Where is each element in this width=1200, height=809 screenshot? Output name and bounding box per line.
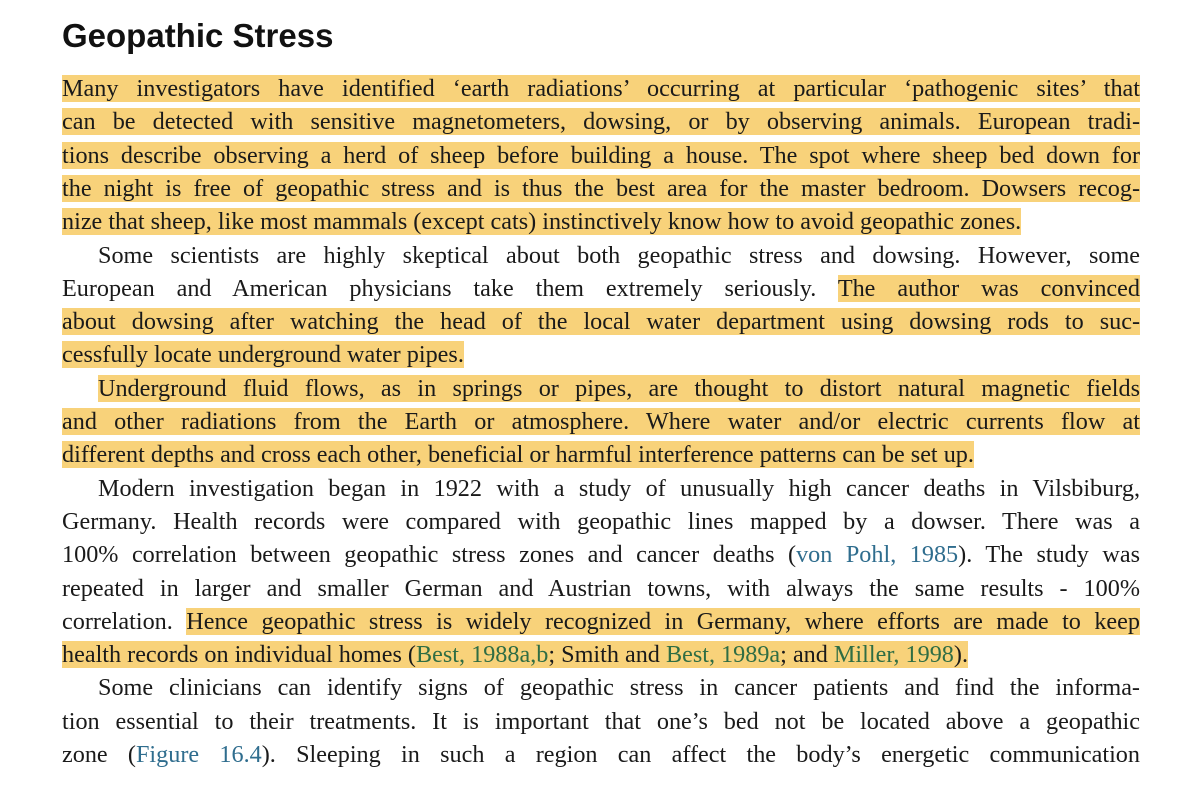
text-line [62,738,1140,771]
citation-link[interactable]: Best, 1989a [665,641,781,669]
text-line [98,472,1140,505]
text-run: correlation. [62,607,187,635]
text-line [62,139,1140,172]
text-line [62,272,1140,305]
highlighted-text: the night is free of geopathic stress and is thus the best area for the master bedroom. Dowsers recog- [62,174,1140,202]
text-line [62,305,1140,338]
text-run: Some scientists are highly skeptical about both geopathic stress and dowsing. However, some [98,241,1140,269]
highlighted-text: health records on individual homes ( [62,641,416,669]
highlighted-text: about dowsing after watching the head of the local water department using dowsing rods to suc- [62,308,1140,336]
text-line [62,605,1140,638]
highlighted-text: Many investigators have identified ‘earth radiations’ occurring at particular ‘pathogenic sites’ that [62,75,1140,102]
text-line [62,438,1140,471]
highlighted-text: can be detected with sensitive magnetometers, dowsing, or by observing animals. European tradi- [62,108,1140,136]
text-line [98,372,1140,405]
highlighted-text: nize that sheep, like most mammals (except cats) instinctively know how to avoid geopathic zones. [62,208,1022,236]
text-run: European and American physicians take them extremely seriously. [62,274,838,302]
highlighted-text: different depths and cross each other, beneficial or harmful interference patterns can be set up. [62,441,974,469]
text-run: tion essential to their treatments. It is important that one’s bed not be located above a geopathic [62,707,1140,735]
highlighted-text: ; and [780,641,834,669]
text-run: ). Sleeping in such a region can affect the body’s energetic communication [261,741,1140,768]
text-run: Some clinicians can identify signs of geopathic stress in cancer patients and find the informa- [98,674,1140,702]
highlighted-text: ; Smith and [548,641,666,669]
text-line [62,338,1140,371]
highlighted-text: tions describe observing a herd of sheep before building a house. The spot where sheep bed down for [62,141,1140,169]
highlighted-text: ). [953,641,968,669]
text-run: Germany. Health records were compared with geopathic lines mapped by a dowser. There was a [62,507,1140,535]
citation-link[interactable]: Figure 16.4 [135,741,262,768]
text-line [62,538,1140,571]
text-line [62,405,1140,438]
text-line [62,505,1140,538]
text-line [98,239,1140,272]
highlighted-text: and other radiations from the Earth or atmosphere. Where water and/or electric currents flow at [62,408,1140,435]
highlighted-text: The author was convinced [837,274,1140,302]
text-line [62,705,1140,738]
section-heading: Geopathic Stress [62,17,334,54]
text-line [62,105,1140,138]
text-line [62,72,1140,105]
highlighted-text: Underground fluid flows, as in springs or pipes, are thought to distort natural magnetic fields [98,374,1140,402]
text-line [62,205,1140,238]
text-run: Modern investigation began in 1922 with a study of unusually high cancer deaths in Vilsbiburg, [98,474,1140,502]
text-run: repeated in larger and smaller German and Austrian towns, with always the same results - 100% [62,574,1140,602]
text-line [62,172,1140,205]
citation-link[interactable]: Best, 1988a,b [416,641,549,669]
text-run: 100% correlation between geopathic stress zones and cancer deaths ( [62,541,797,569]
highlighted-text: cessfully locate underground water pipes. [62,341,464,369]
citation-link[interactable]: von Pohl, 1985 [796,541,959,569]
citation-link[interactable]: Miller, 1998 [833,641,954,669]
text-line [62,572,1140,605]
highlighted-text: Hence geopathic stress is widely recognized in Germany, where efforts are made to keep [186,607,1140,635]
text-run: ). The study was [958,541,1140,569]
text-line [98,671,1140,704]
text-run: zone ( [62,741,136,768]
text-line [62,638,1140,671]
